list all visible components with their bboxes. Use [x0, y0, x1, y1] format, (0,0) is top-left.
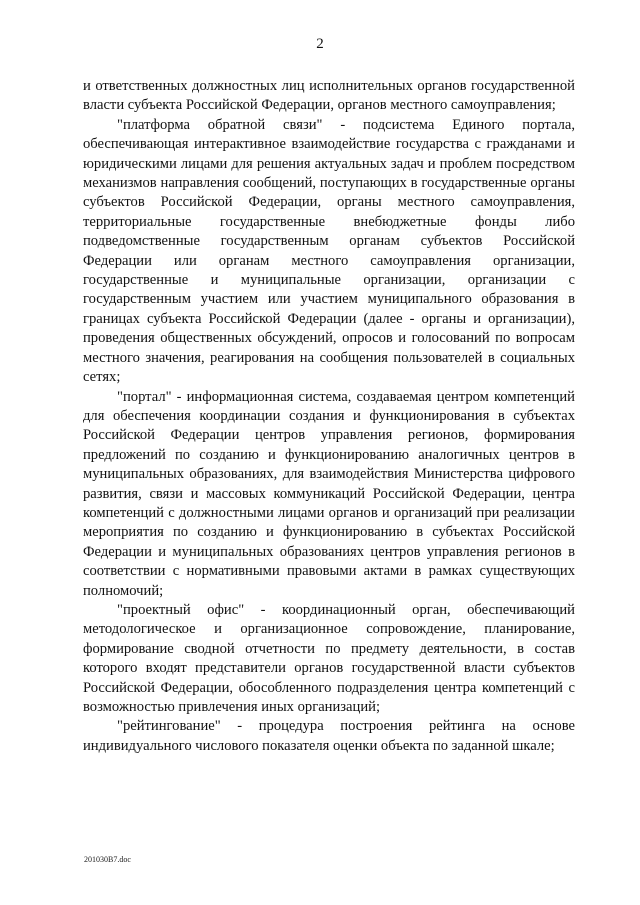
page-number: 2 — [316, 36, 324, 52]
paragraph-project-office: "проектный офис" - координационный орган, обеспечивающий методологическое и организационное сопровождение, планирование, формирование сводной отчетности по предмету деятельности, в состав которого входят представители органов государственной власти субъектов Российской Федерации, обособленного подразделения центра компетенций с возможностью привлечения иных организаций; — [83, 601, 575, 715]
paragraph-rating: "рейтингование" - процедура построения рейтинга на основе индивидуального числового показателя оценки объекта по заданной шкале; — [83, 718, 575, 754]
paragraph-portal: "портал" - информационная система, создаваемая центром компетенций для обеспечения координации создания и функционирования в субъектах Российской Федерации центров управления регионов, формирования предложений по созданию и функционированию аналогичных центров в муниципальных образованиях, для взаимодействия Министерства цифрового развития, связи и массовых коммуникаций Российской Федерации, центра компетенций с должностными лицами органов и организаций при реализации мероприятия по созданию и функционированию в субъектах Российской Федерации и муниципальных образованиях центров управления регионов в соответствии с нормативными правовыми актами в рамках существующих полномочий; — [83, 388, 575, 599]
footer-filename: 201030В7.doc — [84, 855, 131, 864]
paragraph-officials-continuation: и ответственных должностных лиц исполнительных органов государственной власти субъекта Российской Федерации, органов местного самоуправления; — [83, 78, 575, 114]
document-body — [83, 77, 575, 756]
paragraph-feedback-platform: "платформа обратной связи" - подсистема Единого портала, обеспечивающая интерактивное взаимодействие государства с гражданами и юридическими лицами для решения актуальных задач и проблем посредством механизмов направления сообщений, поступающих в государственные органы субъектов Российской Федерации, органы местного самоуправления, территориальные государственные внебюджетные фонды либо подведомственные государственным органам субъектов Российской Федерации или органам местного самоуправления организации, государственные и муниципальные организации, организации с государственным участием или участием муниципального образования в границах субъекта Российской Федерации (далее - органы и организации), проведения общественных обсуждений, опросов и голосований по вопросам местного значения, реагирования на сообщения пользователей в социальных сетях; — [83, 116, 575, 386]
